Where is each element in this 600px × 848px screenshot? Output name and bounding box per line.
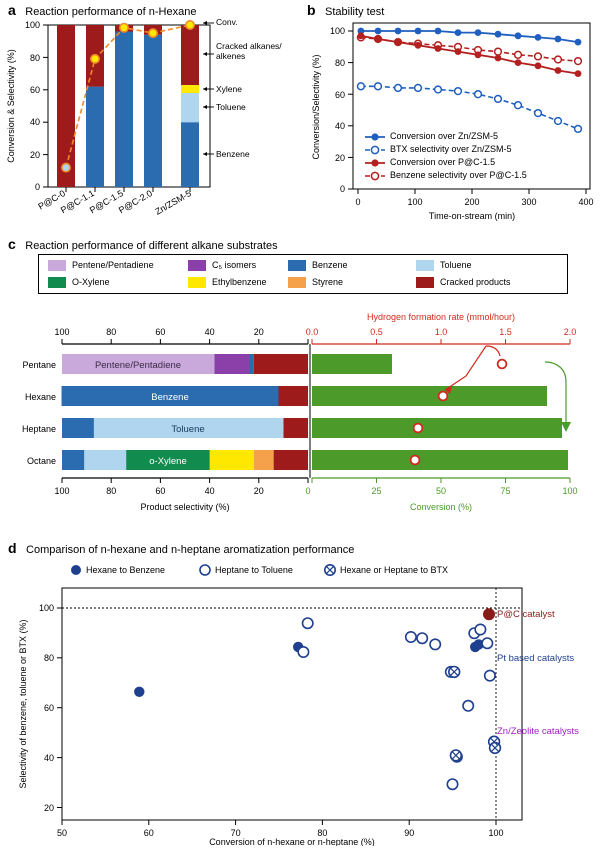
svg-text:Conversion & Selectivity (%): Conversion & Selectivity (%): [6, 49, 16, 163]
svg-text:80: 80: [29, 53, 40, 63]
svg-text:100: 100: [54, 486, 70, 496]
svg-text:40: 40: [43, 753, 54, 763]
svg-text:P@C catalyst: P@C catalyst: [497, 609, 555, 620]
panel-c-legend-label-3: Toluene: [440, 260, 472, 270]
panel-b-plot: [305, 17, 600, 232]
svg-text:40: 40: [29, 117, 40, 127]
panel-c-letter: c: [8, 236, 16, 252]
panel-c-legend-label-1: C₅ isomers: [212, 260, 257, 270]
svg-text:60: 60: [155, 327, 166, 337]
svg-text:Zn/Zeolite catalysts: Zn/Zeolite catalysts: [497, 726, 579, 737]
svg-text:Conversion of n-hexane or n-he: Conversion of n-hexane or n-heptane (%): [209, 837, 375, 846]
svg-text:80: 80: [334, 58, 345, 68]
svg-text:100: 100: [54, 327, 70, 337]
svg-text:100: 100: [329, 26, 345, 36]
svg-text:80: 80: [43, 653, 54, 663]
panel-c-legend-label-5: Ethylbenzene: [212, 277, 267, 287]
svg-text:80: 80: [317, 828, 328, 838]
panel-c: [0, 236, 600, 538]
svg-text:60: 60: [334, 90, 345, 100]
svg-text:0.0: 0.0: [305, 327, 319, 337]
svg-text:Toluene: Toluene: [171, 424, 205, 435]
svg-text:2.0: 2.0: [563, 327, 577, 337]
panel-c-plot: [0, 300, 600, 535]
svg-text:Product selectivity (%): Product selectivity (%): [140, 502, 230, 512]
svg-text:40: 40: [334, 121, 345, 131]
svg-text:Time-on-stream (min): Time-on-stream (min): [428, 211, 516, 221]
panel-c-header: [8, 236, 278, 254]
svg-text:Heptane to Toluene: Heptane to Toluene: [215, 565, 293, 575]
svg-text:0.5: 0.5: [370, 327, 383, 337]
svg-text:1.5: 1.5: [499, 327, 512, 337]
panel-b-title: Stability test: [325, 6, 385, 18]
panel-a-letter: a: [8, 2, 16, 18]
svg-text:100: 100: [562, 486, 578, 496]
panel-b-legend-label-1: BTX selectivity over Zn/ZSM-5: [390, 144, 512, 154]
svg-text:Pt based catalysts: Pt based catalysts: [497, 653, 575, 664]
svg-text:1.0: 1.0: [434, 327, 448, 337]
svg-text:70: 70: [230, 828, 241, 838]
panel-c-legend-label-4: O-Xylene: [72, 277, 110, 287]
panel-c-legend-label-7: Cracked products: [440, 277, 511, 287]
svg-text:0: 0: [339, 184, 345, 194]
panel-c-legend-label-0: Pentene/Pentadiene: [72, 260, 154, 270]
svg-text:Conversion (%): Conversion (%): [409, 502, 473, 512]
svg-text:20: 20: [29, 150, 40, 160]
panel-a-annot-cracked: Cracked alkanes/ alkenes: [216, 41, 282, 61]
svg-text:50: 50: [56, 828, 68, 838]
panel-a-annot-xylene: Xylene: [216, 84, 242, 94]
svg-text:0: 0: [355, 197, 361, 207]
svg-text:Octane: Octane: [26, 456, 56, 466]
svg-text:80: 80: [106, 327, 117, 337]
panel-b-legend-label-2: Conversion over P@C-1.5: [390, 157, 496, 167]
svg-text:Hydrogen formation rate (mmol/: Hydrogen formation rate (mmol/hour): [366, 312, 516, 322]
svg-text:100: 100: [407, 197, 423, 207]
svg-text:o-Xylene: o-Xylene: [149, 456, 187, 467]
svg-text:Benzene: Benzene: [151, 392, 189, 403]
svg-text:60: 60: [143, 828, 154, 838]
panel-b: [305, 0, 600, 232]
panel-d-header: [8, 540, 354, 558]
svg-text:60: 60: [43, 703, 54, 713]
svg-text:Hexane to Benzene: Hexane to Benzene: [86, 565, 166, 575]
svg-text:P@C-1.1: P@C-1.1: [58, 188, 96, 216]
panel-d: [0, 540, 600, 848]
svg-text:Selectivity of benzene, toluen: Selectivity of benzene, toluene or BTX (%): [18, 619, 28, 789]
svg-text:20: 20: [253, 327, 264, 337]
svg-text:400: 400: [578, 197, 594, 207]
svg-text:200: 200: [464, 197, 480, 207]
svg-text:25: 25: [371, 486, 382, 496]
svg-text:Hexane or Heptane to BTX: Hexane or Heptane to BTX: [340, 565, 449, 575]
svg-text:20: 20: [43, 803, 54, 813]
svg-text:60: 60: [29, 85, 40, 95]
svg-text:0: 0: [305, 486, 311, 496]
panel-d-title: Comparison of n-hexane and n-heptane aromatization performance: [26, 544, 355, 556]
panel-a-annot-benzene: Benzene: [216, 149, 250, 159]
panel-b-legend-label-0: Conversion over Zn/ZSM-5: [390, 131, 499, 141]
svg-text:P@C-1.5: P@C-1.5: [87, 188, 125, 216]
svg-text:P@C-0: P@C-0: [36, 188, 67, 212]
svg-text:100: 100: [24, 20, 40, 30]
svg-text:75: 75: [500, 486, 511, 496]
panel-b-legend-label-3: Benzene selectivity over P@C-1.5: [390, 170, 527, 180]
svg-text:Conversion/Selectivity (%): Conversion/Selectivity (%): [311, 54, 321, 160]
svg-text:Pentane: Pentane: [22, 360, 56, 370]
svg-text:20: 20: [253, 486, 264, 496]
svg-text:60: 60: [155, 486, 166, 496]
panel-a-annot-toluene: Toluene: [216, 102, 246, 112]
svg-text:80: 80: [106, 486, 117, 496]
svg-text:Hexane: Hexane: [24, 392, 56, 402]
svg-text:20: 20: [334, 153, 345, 163]
svg-text:90: 90: [404, 828, 415, 838]
svg-text:P@C-2.0: P@C-2.0: [116, 188, 154, 216]
panel-a-title: Reaction performance of n-Hexane: [25, 6, 197, 18]
svg-text:0: 0: [34, 182, 40, 192]
panel-c-title: Reaction performance of different alkane substrates: [25, 240, 278, 252]
panel-d-plot: [0, 558, 600, 846]
svg-text:Heptane: Heptane: [21, 424, 56, 434]
panel-a-annot-conv: Conv.: [216, 17, 238, 27]
panel-d-letter: d: [8, 540, 17, 556]
panel-b-letter: b: [307, 2, 316, 18]
svg-text:100: 100: [38, 603, 54, 613]
svg-text:50: 50: [435, 486, 447, 496]
panel-a: [0, 0, 305, 232]
panel-c-legend-label-6: Styrene: [312, 277, 344, 287]
svg-text:300: 300: [521, 197, 537, 207]
svg-text:Pentene/Pentadiene: Pentene/Pentadiene: [94, 360, 182, 371]
svg-text:40: 40: [204, 327, 215, 337]
svg-text:100: 100: [488, 828, 504, 838]
svg-text:40: 40: [204, 486, 215, 496]
panel-c-legend-label-2: Benzene: [312, 260, 348, 270]
svg-text:Zn/ZSM-5: Zn/ZSM-5: [153, 188, 193, 217]
